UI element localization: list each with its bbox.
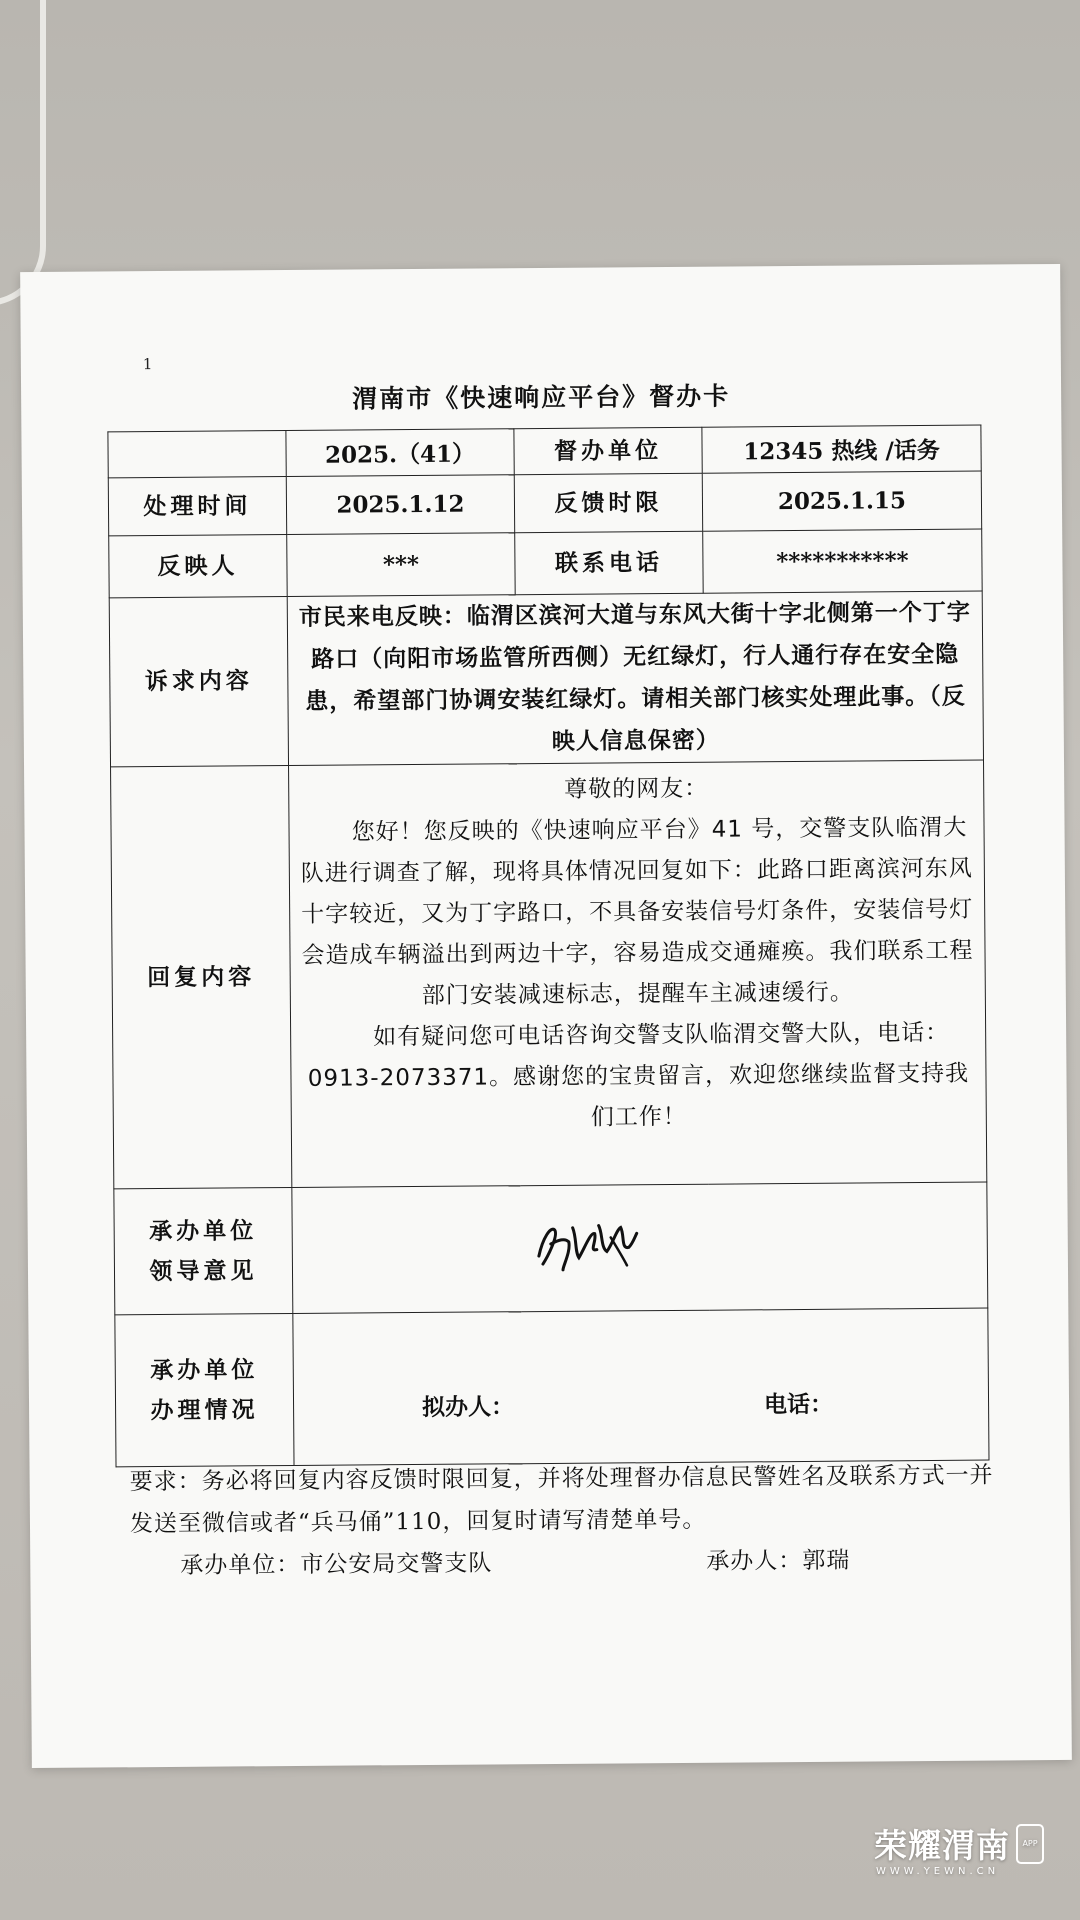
blank-cell [108, 431, 286, 478]
supervision-card-paper [20, 264, 1072, 1768]
contact-phone-value: *********** [703, 529, 982, 593]
table-row [114, 1182, 988, 1315]
handling-status-label [115, 1313, 294, 1466]
supervising-unit-label: 督办单位 [514, 427, 702, 474]
app-watermark [874, 1820, 1044, 1890]
reply-label: 回复内容 [111, 766, 292, 1189]
contact-phone-label: 联系电话 [515, 531, 703, 594]
feedback-deadline-value: 2025.1.15 [702, 471, 981, 531]
watermark-app-icon: APP [1016, 1824, 1044, 1864]
table-row [109, 591, 983, 767]
requirement-text: 要求：务必将回复内容反馈时限回复，并将处理督办信息民警姓名及联系方式一并发送至微信或者“兵马俑”110，回复时请写清楚单号。 [129, 1462, 994, 1538]
reporter-value: *** [287, 533, 515, 597]
document-title: 渭南市《快速响应平台》督办卡 [352, 381, 731, 414]
processing-time-value: 2025.1.12 [286, 475, 514, 535]
table-row [111, 760, 987, 1189]
reply-paragraph: 您好！您反映的《快速响应平台》41 号，交警支队临渭大队进行调查了解，现将具体情况回复如下：此路口距离滨河东风十字较近，又为丁字路口，不具备安装信号灯条件，安装信号灯会造成车辆溢出到两边十字，容易造成交通瘫痪。我们联系工程部门安装减速标志，提醒车主减速缓行。 [300, 814, 974, 1009]
supervision-form-table [107, 425, 989, 1468]
watermark-url: WWW.YEWN.CN [876, 1866, 1000, 1877]
handler-label: 拟办人： [421, 1393, 515, 1421]
reporter-label: 反映人 [109, 535, 287, 598]
reply-paragraph: 如有疑问您可电话咨询交警支队临渭交警大队，电话：0913-2073371。感谢您的宝贵留言，欢迎您继续监督支持我们工作！ [307, 1019, 970, 1131]
handler-phone-label: 电话： [763, 1390, 834, 1419]
demand-text: 市民来电反映：临渭区滨河大道与东风大街十字北侧第一个丁字路口（向阳市场监管所西侧）无红绿灯，行人通行存在安全隐患，希望部门协调安装红绿灯。请相关部门核实处理此事。（反映人信息保密） [287, 591, 983, 765]
leader-label-line: 领导意见 [149, 1256, 258, 1285]
demand-label: 诉求内容 [109, 597, 288, 767]
handwritten-signature [533, 1207, 644, 1278]
handling-status-cell [293, 1308, 989, 1465]
leader-opinion-label [114, 1188, 293, 1315]
table-row [108, 425, 981, 478]
handling-person: 承办人：郭瑞 [706, 1547, 851, 1575]
leader-signature-cell [292, 1182, 988, 1313]
supervising-unit-value: 12345 热线 /话务 [702, 425, 981, 473]
handling-label-line: 办理情况 [150, 1395, 259, 1424]
feedback-deadline-label: 反馈时限 [514, 473, 702, 532]
table-row [108, 471, 981, 536]
leader-label-line: 承办单位 [149, 1216, 258, 1245]
reply-greeting: 尊敬的网友： [564, 775, 709, 803]
footer-sign-line [130, 1538, 1010, 1589]
handling-label-line: 承办单位 [150, 1355, 259, 1384]
handling-unit: 承办单位：市公安局交警支队 [180, 1550, 493, 1579]
footer-requirements [129, 1454, 1010, 1589]
table-row [115, 1308, 989, 1467]
table-row [109, 529, 982, 598]
reply-content [289, 760, 987, 1187]
card-number: 2025.（41） [286, 429, 514, 477]
watermark-brand: 荣耀渭南 [874, 1826, 1010, 1865]
page-number: 1 [142, 355, 153, 374]
processing-time-label: 处理时间 [108, 477, 286, 536]
background-cable [0, 0, 46, 306]
